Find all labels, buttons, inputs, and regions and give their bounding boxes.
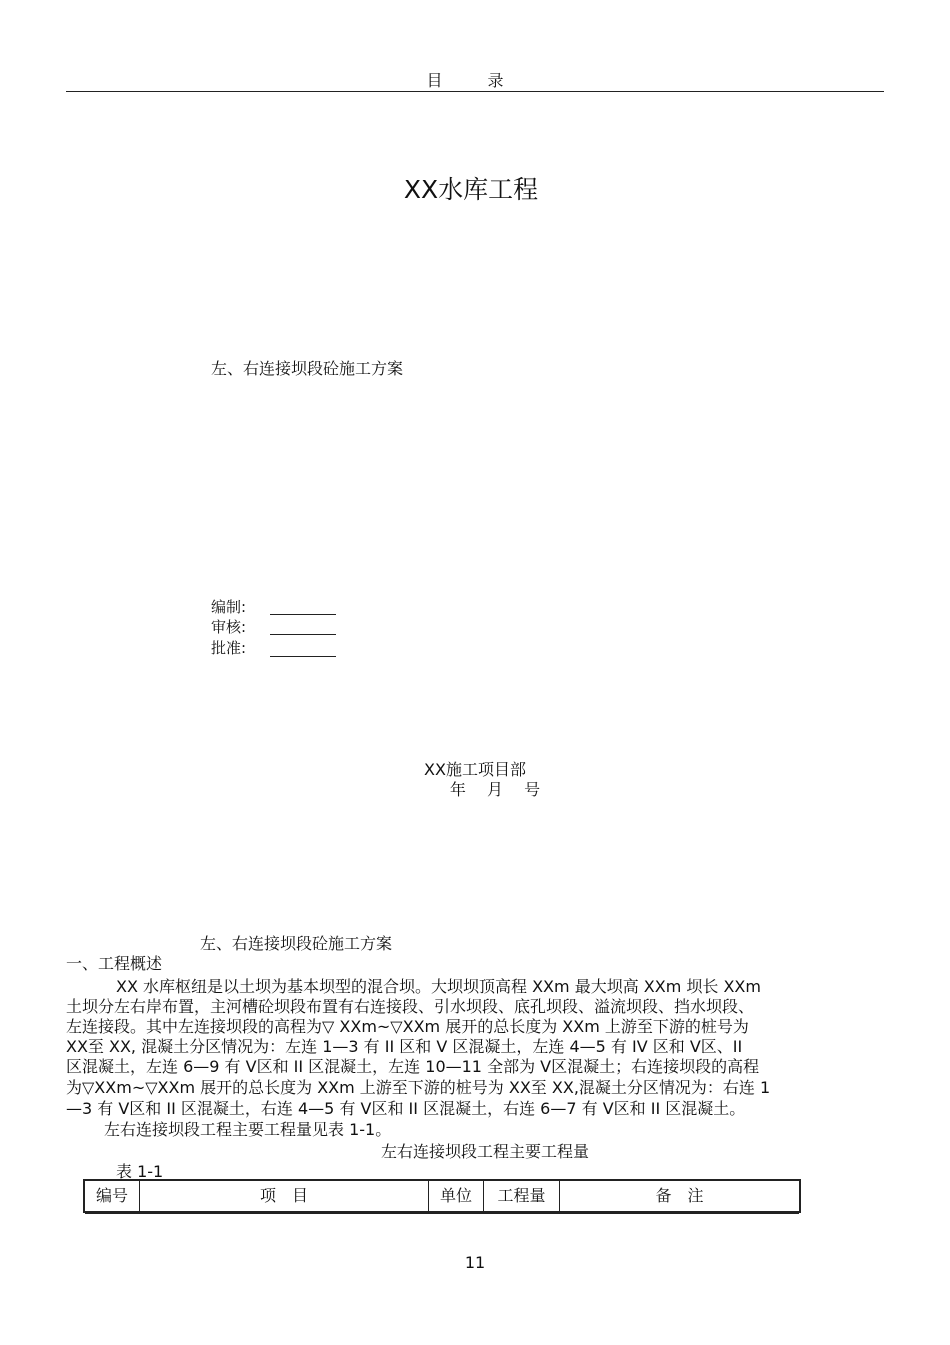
- section-title: 左、右连接坝段砼施工方案: [200, 934, 393, 953]
- table-caption: 左右连接坝段工程主要工程量: [380, 1142, 589, 1161]
- paragraph-line: —3 有 V区和 II 区混凝土，右连 4—5 有 V区和 II 区混凝土，右连 6—7 有 V区和 II 区混凝土。: [66, 1099, 746, 1118]
- organization-name: XX施工项目部: [424, 760, 526, 779]
- page-number: 11: [464, 1253, 486, 1272]
- paragraph-line: 区混凝土，左连 6—9 有 V区和 II 区混凝土，左连 10—11 全部为 V区混凝土；右连接坝段的高程: [66, 1057, 760, 1076]
- signature-line-approver: [270, 656, 336, 657]
- signature-label-approver: 批准:: [211, 639, 247, 657]
- signature-label-reviewer: 审核:: [211, 618, 247, 636]
- paragraph-line: XX至 XX, 混凝土分区情况为：左连 1—3 有 II 区和 V 区混凝土，左连 4—5 有 IV 区和 V区、II: [66, 1037, 743, 1056]
- table-header-cell: 备 注: [655, 1186, 704, 1205]
- paragraph-line: 为▽XXm~▽XXm 展开的总长度为 XXm 上游至下游的桩号为 XX至 XX,混凝土分区情况为：右连 1: [66, 1078, 771, 1097]
- table-header-cell: 编号: [85, 1181, 140, 1211]
- header-divider: [66, 91, 884, 92]
- paragraph-line: XX 水库枢纽是以土坝为基本坝型的混合坝。大坝坝顶高程 XXm 最大坝高 XXm 坝长 XXm: [116, 977, 761, 996]
- signature-line-reviewer: [270, 634, 336, 635]
- plan-subtitle: 左、右连接坝段砼施工方案: [211, 359, 404, 378]
- signature-label-compiler: 编制:: [211, 598, 247, 616]
- paragraph-line: 左右连接坝段工程主要工程量见表 1-1。: [104, 1120, 392, 1139]
- table-header-cell: 项 目: [140, 1181, 429, 1211]
- paragraph-line: 左连接段。其中左连接坝段的高程为▽ XXm~▽XXm 展开的总长度为 XXm 上游至下游的桩号为: [66, 1017, 749, 1036]
- table-header-cell: 单位: [429, 1181, 484, 1211]
- page-header-title: 目 录: [426, 71, 524, 90]
- table-header-cell: 工程量: [484, 1181, 560, 1211]
- table-number: 表 1-1: [116, 1162, 164, 1181]
- signature-line-compiler: [270, 614, 336, 615]
- quantities-table: [83, 1179, 801, 1213]
- document-date: 年 月 号: [449, 780, 549, 799]
- section-heading: 一、工程概述: [66, 954, 163, 973]
- project-title: XX水库工程: [403, 175, 539, 204]
- paragraph-line: 土坝分左右岸布置，主河槽砼坝段布置有右连接段、引水坝段、底孔坝段、溢流坝段、挡水坝段、: [66, 997, 755, 1016]
